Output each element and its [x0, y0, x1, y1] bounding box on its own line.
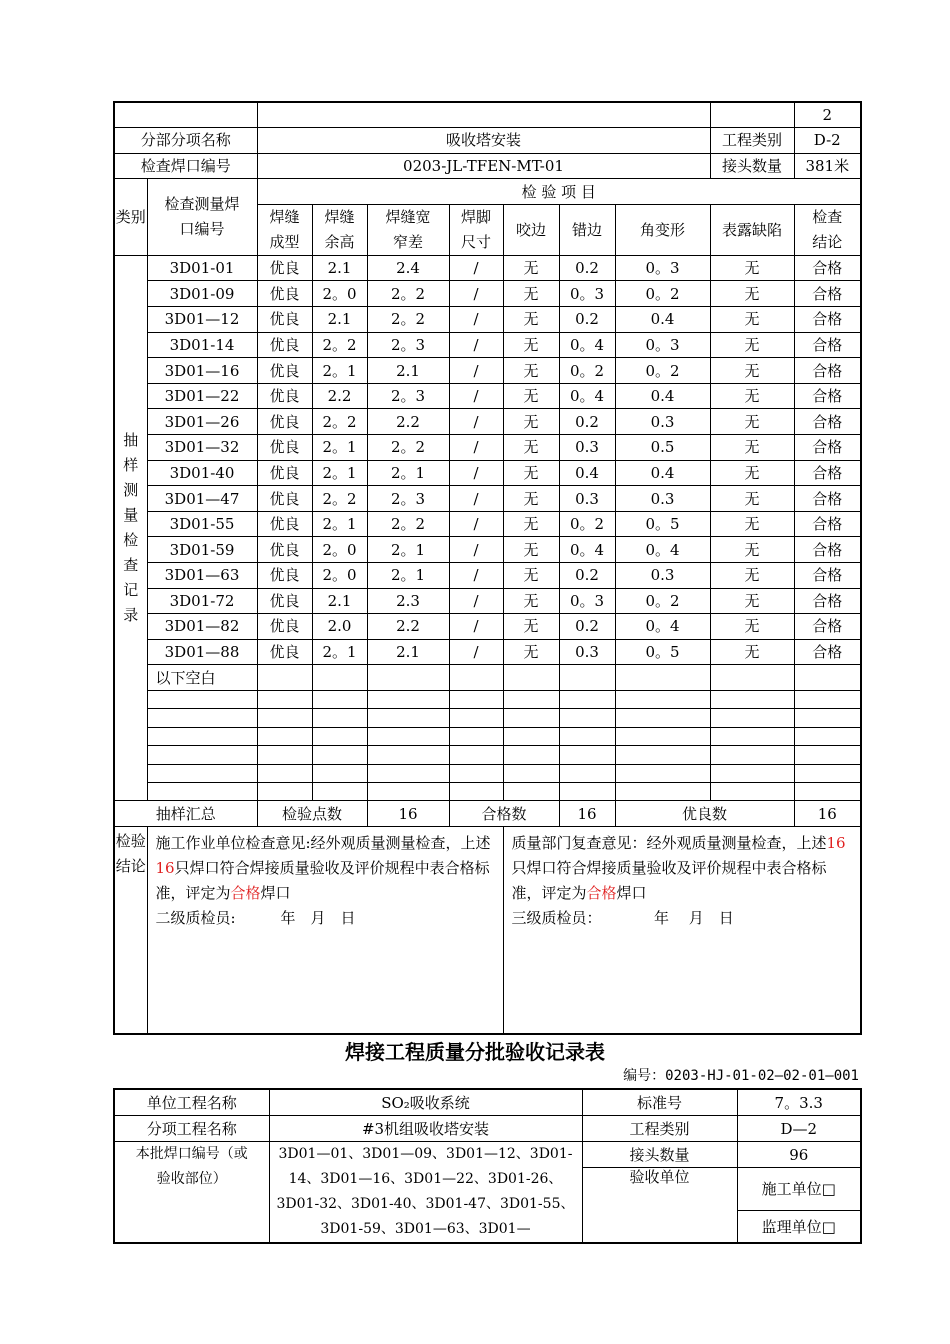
- construction-opinion: 施工作业单位检查意见:经外观质量测量检查，上述16只焊口符合焊接质量验收及评价规程中表合格标准，评定为合格焊口 二级质检员: 年 月 日: [147, 826, 503, 1034]
- table-cell: 2。2: [367, 511, 449, 537]
- table-cell: 2。2: [312, 486, 367, 512]
- table-cell: 2.0: [312, 614, 367, 640]
- table-cell: 合格: [794, 409, 861, 435]
- batch-joint-value: 96: [737, 1142, 861, 1168]
- empty-row: [114, 764, 861, 782]
- table-cell: 优良: [257, 332, 312, 358]
- table-row: [114, 639, 861, 665]
- batch-weld-value: 3D01—01、3D01—09、3D01—12、3D01-14、3D01—16、3D01—22、3D01-26、3D01-32、3D01-40、3D01-47、3D01-55、3D01-59、3D01—63、3D01—: [269, 1142, 582, 1244]
- table-cell: 2。1: [367, 460, 449, 486]
- table-cell: 2。3: [367, 383, 449, 409]
- batch-code: 编号：0203-HJ-01-02—02-01—001: [623, 1068, 859, 1084]
- inspect-weld-no-label: 检查测量焊口编号: [147, 179, 257, 256]
- table-cell: 0。2: [615, 588, 710, 614]
- table-cell: 优良: [257, 255, 312, 281]
- table-cell: 无: [710, 255, 794, 281]
- table-cell: 2。2: [367, 281, 449, 307]
- table-cell: 无: [710, 281, 794, 307]
- quality-dept-opinion: 质量部门复查意见：经外观质量测量检查，上述16只焊口符合焊接质量验收及评价规程中表合格标准，评定为合格焊口 三级质检员： 年 月 日: [503, 826, 861, 1034]
- table-cell: 2。3: [367, 486, 449, 512]
- table-cell: 0.2: [559, 255, 615, 281]
- table-cell: 0。4: [559, 383, 615, 409]
- table-row: [114, 614, 861, 640]
- table-cell: 0。4: [559, 537, 615, 563]
- points-value: 16: [367, 801, 449, 827]
- table-cell: /: [449, 563, 503, 589]
- item-header: 检查结论: [794, 204, 861, 255]
- table-cell: 3D01-09: [147, 281, 257, 307]
- table-cell: 0。2: [559, 358, 615, 384]
- table-cell: 无: [503, 639, 559, 665]
- table-row: [114, 537, 861, 563]
- batch-category-label: 工程类别: [582, 1116, 737, 1142]
- section-label: 抽样测量检查记录: [114, 255, 147, 800]
- table-row: [114, 588, 861, 614]
- table-cell: 合格: [794, 511, 861, 537]
- item-header: 焊缝余高: [312, 204, 367, 255]
- table-cell: 优良: [257, 435, 312, 461]
- table-cell: /: [449, 409, 503, 435]
- table-row: [114, 563, 861, 589]
- standard-value: 7。3.3: [737, 1089, 861, 1116]
- empty-row: [114, 746, 861, 764]
- table-cell: 合格: [794, 435, 861, 461]
- table-row: [114, 511, 861, 537]
- table-cell: 2.1: [367, 358, 449, 384]
- table-cell: 合格: [794, 358, 861, 384]
- item-header: 错边: [559, 204, 615, 255]
- table-cell: 无: [503, 486, 559, 512]
- accept-unit-label: 验收单位: [582, 1168, 737, 1244]
- pass-value: 16: [559, 801, 615, 827]
- table-cell: 无: [503, 563, 559, 589]
- table-cell: 0.4: [615, 383, 710, 409]
- table-cell: 无: [503, 614, 559, 640]
- table-cell: 2。1: [312, 358, 367, 384]
- table-cell: 2.2: [367, 409, 449, 435]
- table-cell: 优良: [257, 588, 312, 614]
- table-cell: 2.1: [367, 639, 449, 665]
- builder-checkbox[interactable]: 施工单位□: [737, 1168, 861, 1211]
- table-cell: 合格: [794, 563, 861, 589]
- table-cell: 0。3: [615, 332, 710, 358]
- table-row: [114, 409, 861, 435]
- standard-label: 标准号: [582, 1089, 737, 1116]
- table-cell: 3D01—12: [147, 307, 257, 333]
- sub-project-label: 分项工程名称: [114, 1116, 269, 1142]
- table-cell: 3D01-40: [147, 460, 257, 486]
- table-cell: 无: [710, 614, 794, 640]
- unit-project-value: SO₂吸收系统: [269, 1089, 582, 1116]
- table-cell: 合格: [794, 486, 861, 512]
- table-cell: 无: [503, 537, 559, 563]
- table-cell: 优良: [257, 409, 312, 435]
- conclusion-label: 检验结论: [114, 826, 147, 1034]
- item-header: 焊缝成型: [257, 204, 312, 255]
- table-cell: 优良: [257, 537, 312, 563]
- table-cell: 优良: [257, 460, 312, 486]
- table-cell: 3D01—22: [147, 383, 257, 409]
- points-label: 检验点数: [257, 801, 367, 827]
- table-cell: 无: [503, 307, 559, 333]
- unit-project-label: 单位工程名称: [114, 1089, 269, 1116]
- item-header: 焊脚尺寸: [449, 204, 503, 255]
- table-cell: 优良: [257, 383, 312, 409]
- table-cell: 合格: [794, 588, 861, 614]
- table-cell: 0。4: [615, 537, 710, 563]
- table-cell: 0。5: [615, 639, 710, 665]
- item-header: 表露缺陷: [710, 204, 794, 255]
- table-cell: 2.4: [367, 255, 449, 281]
- table-cell: 无: [503, 383, 559, 409]
- table-cell: 3D01—63: [147, 563, 257, 589]
- table-cell: /: [449, 255, 503, 281]
- table-cell: 2。2: [312, 332, 367, 358]
- table-cell: 0.2: [559, 307, 615, 333]
- table-cell: 2.1: [312, 588, 367, 614]
- joint-count-value: 381米: [794, 153, 861, 179]
- sample-summary-label: 抽样汇总: [114, 801, 257, 827]
- table-cell: /: [449, 383, 503, 409]
- table-row: [114, 307, 861, 333]
- table-cell: /: [449, 614, 503, 640]
- table-cell: 0。5: [615, 511, 710, 537]
- table-cell: 无: [710, 307, 794, 333]
- third-inspector-sign: 三级质检员： 年 月 日: [511, 908, 734, 927]
- table-cell: 3D01-72: [147, 588, 257, 614]
- table-cell: 2。1: [367, 563, 449, 589]
- table-cell: 合格: [794, 307, 861, 333]
- project-name-label: 分部分项名称: [114, 128, 257, 154]
- table-cell: 0。4: [559, 332, 615, 358]
- table-cell: 无: [710, 639, 794, 665]
- empty-row: [114, 709, 861, 727]
- table-cell: 0.3: [615, 486, 710, 512]
- table-cell: 合格: [794, 383, 861, 409]
- empty-row: [114, 690, 861, 708]
- table-cell: 0.4: [559, 460, 615, 486]
- table-cell: /: [449, 511, 503, 537]
- table-cell: 无: [503, 281, 559, 307]
- project-type-label: 工程类别: [710, 128, 794, 154]
- table-cell: 0.3: [559, 486, 615, 512]
- table-cell: 优良: [257, 307, 312, 333]
- table-cell: /: [449, 307, 503, 333]
- table-cell: 2。1: [367, 537, 449, 563]
- table-cell: 无: [710, 332, 794, 358]
- sub-project-value: #3机组吸收塔安装: [269, 1116, 582, 1142]
- weld-number-label: 检查焊口编号: [114, 153, 257, 179]
- table-cell: 3D01-55: [147, 511, 257, 537]
- table-cell: 0.3: [615, 563, 710, 589]
- table-cell: 0.2: [559, 614, 615, 640]
- item-header: 焊缝宽窄差: [367, 204, 449, 255]
- project-name-value: 吸收塔安装: [257, 128, 710, 154]
- table-cell: 2。2: [367, 307, 449, 333]
- table-cell: 2.3: [367, 588, 449, 614]
- table-cell: 合格: [794, 537, 861, 563]
- table-cell: 无: [710, 511, 794, 537]
- category-label: 类别: [114, 179, 147, 256]
- table-cell: 合格: [794, 255, 861, 281]
- batch-title: 焊接工程质量分批验收记录表: [345, 1040, 605, 1064]
- table-cell: 3D01-59: [147, 537, 257, 563]
- batch-acceptance-table: [113, 1088, 862, 1244]
- table-cell: 0.3: [559, 435, 615, 461]
- table-cell: 优良: [257, 486, 312, 512]
- table-cell: 0。2: [615, 358, 710, 384]
- table-cell: 0.4: [615, 307, 710, 333]
- table-cell: /: [449, 537, 503, 563]
- table-cell: 无: [710, 358, 794, 384]
- table-row: [114, 486, 861, 512]
- table-cell: /: [449, 588, 503, 614]
- table-cell: 3D01-01: [147, 255, 257, 281]
- table-cell: 3D01—16: [147, 358, 257, 384]
- table-cell: 2。3: [367, 332, 449, 358]
- table-cell: 0。4: [615, 614, 710, 640]
- item-header: 咬边: [503, 204, 559, 255]
- table-cell: 0.3: [615, 409, 710, 435]
- table-cell: 3D01—88: [147, 639, 257, 665]
- table-cell: 2。1: [312, 511, 367, 537]
- table-cell: 优良: [257, 563, 312, 589]
- table-cell: 3D01—26: [147, 409, 257, 435]
- table-cell: /: [449, 332, 503, 358]
- blank-below-label: 以下空白: [147, 665, 257, 691]
- joint-count-label: 接头数量: [710, 153, 794, 179]
- table-cell: 优良: [257, 511, 312, 537]
- table-cell: 3D01—82: [147, 614, 257, 640]
- table-cell: 2.2: [312, 383, 367, 409]
- table-cell: 无: [710, 563, 794, 589]
- table-cell: 2。1: [312, 639, 367, 665]
- table-cell: 2.2: [367, 614, 449, 640]
- table-cell: 2。1: [312, 435, 367, 461]
- table-cell: 2。2: [367, 435, 449, 461]
- table-cell: 3D01—47: [147, 486, 257, 512]
- table-cell: 合格: [794, 614, 861, 640]
- table-cell: 0。2: [559, 511, 615, 537]
- pass-label: 合格数: [449, 801, 559, 827]
- table-cell: 0。2: [615, 281, 710, 307]
- table-cell: 2.1: [312, 255, 367, 281]
- item-header: 角变形: [615, 204, 710, 255]
- table-cell: 合格: [794, 460, 861, 486]
- table-cell: 0。3: [615, 255, 710, 281]
- empty-row: [114, 727, 861, 745]
- table-cell: 无: [710, 588, 794, 614]
- table-cell: 3D01-14: [147, 332, 257, 358]
- table-cell: 无: [503, 460, 559, 486]
- table-cell: 合格: [794, 281, 861, 307]
- second-inspector-sign: 二级质检员: 年 月 日: [155, 908, 356, 927]
- table-cell: 优良: [257, 614, 312, 640]
- table-row: [114, 435, 861, 461]
- table-cell: 合格: [794, 332, 861, 358]
- batch-joint-label: 接头数量: [582, 1142, 737, 1168]
- table-cell: 无: [503, 588, 559, 614]
- table-cell: 2。1: [312, 460, 367, 486]
- table-cell: 2.1: [312, 307, 367, 333]
- table-cell: 无: [503, 435, 559, 461]
- table-cell: 2。0: [312, 537, 367, 563]
- table-cell: 2。2: [312, 409, 367, 435]
- table-cell: 优良: [257, 639, 312, 665]
- table-cell: 0.4: [615, 460, 710, 486]
- excellent-value: 16: [794, 801, 861, 827]
- table-cell: 优良: [257, 281, 312, 307]
- inspection-record-table: [113, 101, 862, 1035]
- table-cell: 0.2: [559, 563, 615, 589]
- table-cell: 无: [710, 435, 794, 461]
- table-cell: /: [449, 435, 503, 461]
- table-cell: /: [449, 460, 503, 486]
- table-cell: 无: [710, 460, 794, 486]
- table-cell: 0。3: [559, 588, 615, 614]
- project-type-value: D-2: [794, 128, 861, 154]
- table-cell: 无: [503, 511, 559, 537]
- table-cell: 无: [710, 409, 794, 435]
- table-row: [114, 332, 861, 358]
- table-cell: 3D01—32: [147, 435, 257, 461]
- table-cell: 优良: [257, 358, 312, 384]
- table-cell: 无: [503, 332, 559, 358]
- table-row: [114, 460, 861, 486]
- page-number: 2: [794, 102, 861, 128]
- table-cell: 无: [710, 486, 794, 512]
- table-row: [114, 383, 861, 409]
- table-cell: /: [449, 358, 503, 384]
- weld-number-value: 0203-JL-TFEN-MT-01: [257, 153, 710, 179]
- batch-weld-label: 本批焊口编号（或验收部位）: [114, 1142, 269, 1244]
- table-cell: 0.2: [559, 409, 615, 435]
- inspection-items-label: 检 验 项 目: [257, 179, 861, 205]
- empty-row: [114, 782, 861, 800]
- table-cell: 0。3: [559, 281, 615, 307]
- table-row: [114, 255, 861, 281]
- batch-category-value: D—2: [737, 1116, 861, 1142]
- table-cell: /: [449, 639, 503, 665]
- table-cell: 0.5: [615, 435, 710, 461]
- table-cell: /: [449, 486, 503, 512]
- table-cell: /: [449, 281, 503, 307]
- table-row: [114, 281, 861, 307]
- table-row: [114, 358, 861, 384]
- table-cell: 2。0: [312, 563, 367, 589]
- supervisor-checkbox[interactable]: 监理单位□: [737, 1211, 861, 1244]
- table-cell: 无: [503, 358, 559, 384]
- excellent-label: 优良数: [615, 801, 794, 827]
- table-cell: 无: [710, 537, 794, 563]
- table-cell: 0.3: [559, 639, 615, 665]
- table-cell: 无: [503, 409, 559, 435]
- table-cell: 无: [503, 255, 559, 281]
- table-cell: 2。0: [312, 281, 367, 307]
- table-cell: 合格: [794, 639, 861, 665]
- table-cell: 无: [710, 383, 794, 409]
